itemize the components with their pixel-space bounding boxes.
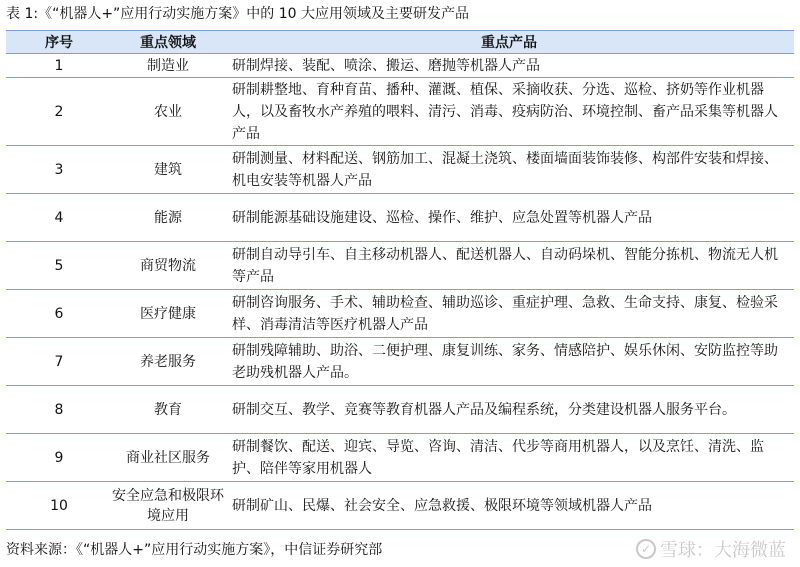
row-number: 5 (6, 242, 112, 290)
watermark-text: 雪球：大海微蓝 (660, 540, 786, 561)
row-field: 农业 (112, 78, 224, 146)
row-number: 3 (6, 146, 112, 194)
row-products: 研制焊接、装配、喷涂、搬运、磨抛等机器人产品 (224, 54, 794, 78)
snowball-icon: ✓ (636, 539, 656, 559)
row-products: 研制交互、教学、竞赛等教育机器人产品及编程系统，分类建设机器人服务平台。 (224, 386, 794, 434)
row-field: 医疗健康 (112, 290, 224, 338)
row-products: 研制咨询服务、手术、辅助检查、辅助巡诊、重症护理、急救、生命支持、康复、检验采样、消毒清洁等医疗机器人产品 (224, 290, 794, 338)
table-row (6, 338, 794, 386)
row-field: 教育 (112, 386, 224, 434)
table-row (6, 194, 794, 242)
row-number: 6 (6, 290, 112, 338)
row-field: 安全应急和极限环境应用 (112, 482, 224, 530)
row-number: 4 (6, 194, 112, 242)
row-field: 制造业 (112, 54, 224, 78)
table-row (6, 242, 794, 290)
watermark (636, 536, 786, 562)
table-row (6, 146, 794, 194)
source-note: 资料来源：《“机器人+”应用行动实施方案》，中信证券研究部 (6, 542, 383, 558)
row-products: 研制耕整地、育种育苗、播种、灌溉、植保、采摘收获、分选、巡检、挤奶等作业机器人，以及畜牧水产养殖的喂料、清污、消毒、疫病防治、环境控制、畜产品采集等机器人产品 (224, 78, 794, 146)
row-products: 研制餐饮、配送、迎宾、导览、咨询、清洁、代步等商用机器人，以及烹饪、清洗、监护、陪伴等家用机器人 (224, 434, 794, 482)
application-table (6, 30, 794, 530)
row-products: 研制残障辅助、助浴、二便护理、康复训练、家务、情感陪护、娱乐休闲、安防监控等助老助残机器人产品。 (224, 338, 794, 386)
row-field: 商贸物流 (112, 242, 224, 290)
table-row (6, 290, 794, 338)
row-field: 商业社区服务 (112, 434, 224, 482)
table-row (6, 434, 794, 482)
row-products: 研制测量、材料配送、钢筋加工、混凝土浇筑、楼面墙面装饰装修、构部件安装和焊接、机电安装等机器人产品 (224, 146, 794, 194)
row-number: 1 (6, 54, 112, 78)
row-number: 2 (6, 78, 112, 146)
table-row (6, 386, 794, 434)
row-products: 研制能源基础设施建设、巡检、操作、维护、应急处置等机器人产品 (224, 194, 794, 242)
row-field: 能源 (112, 194, 224, 242)
header-field: 重点领域 (112, 31, 224, 54)
row-field: 建筑 (112, 146, 224, 194)
table-row (6, 482, 794, 530)
table-row (6, 78, 794, 146)
table-row (6, 54, 794, 78)
row-number: 9 (6, 434, 112, 482)
row-products: 研制矿山、民爆、社会安全、应急救援、极限环境等领域机器人产品 (224, 482, 794, 530)
row-number: 7 (6, 338, 112, 386)
row-products: 研制自动导引车、自主移动机器人、配送机器人、自动码垛机、智能分拣机、物流无人机等产品 (224, 242, 794, 290)
table-header-row (6, 31, 794, 54)
header-products: 重点产品 (224, 31, 794, 54)
table-caption: 表 1:《“机器人+”应用行动实施方案》中的 10 大应用领域及主要研发产品 (6, 6, 470, 22)
row-field: 养老服务 (112, 338, 224, 386)
row-number: 10 (6, 482, 112, 530)
header-number: 序号 (6, 31, 112, 54)
row-number: 8 (6, 386, 112, 434)
